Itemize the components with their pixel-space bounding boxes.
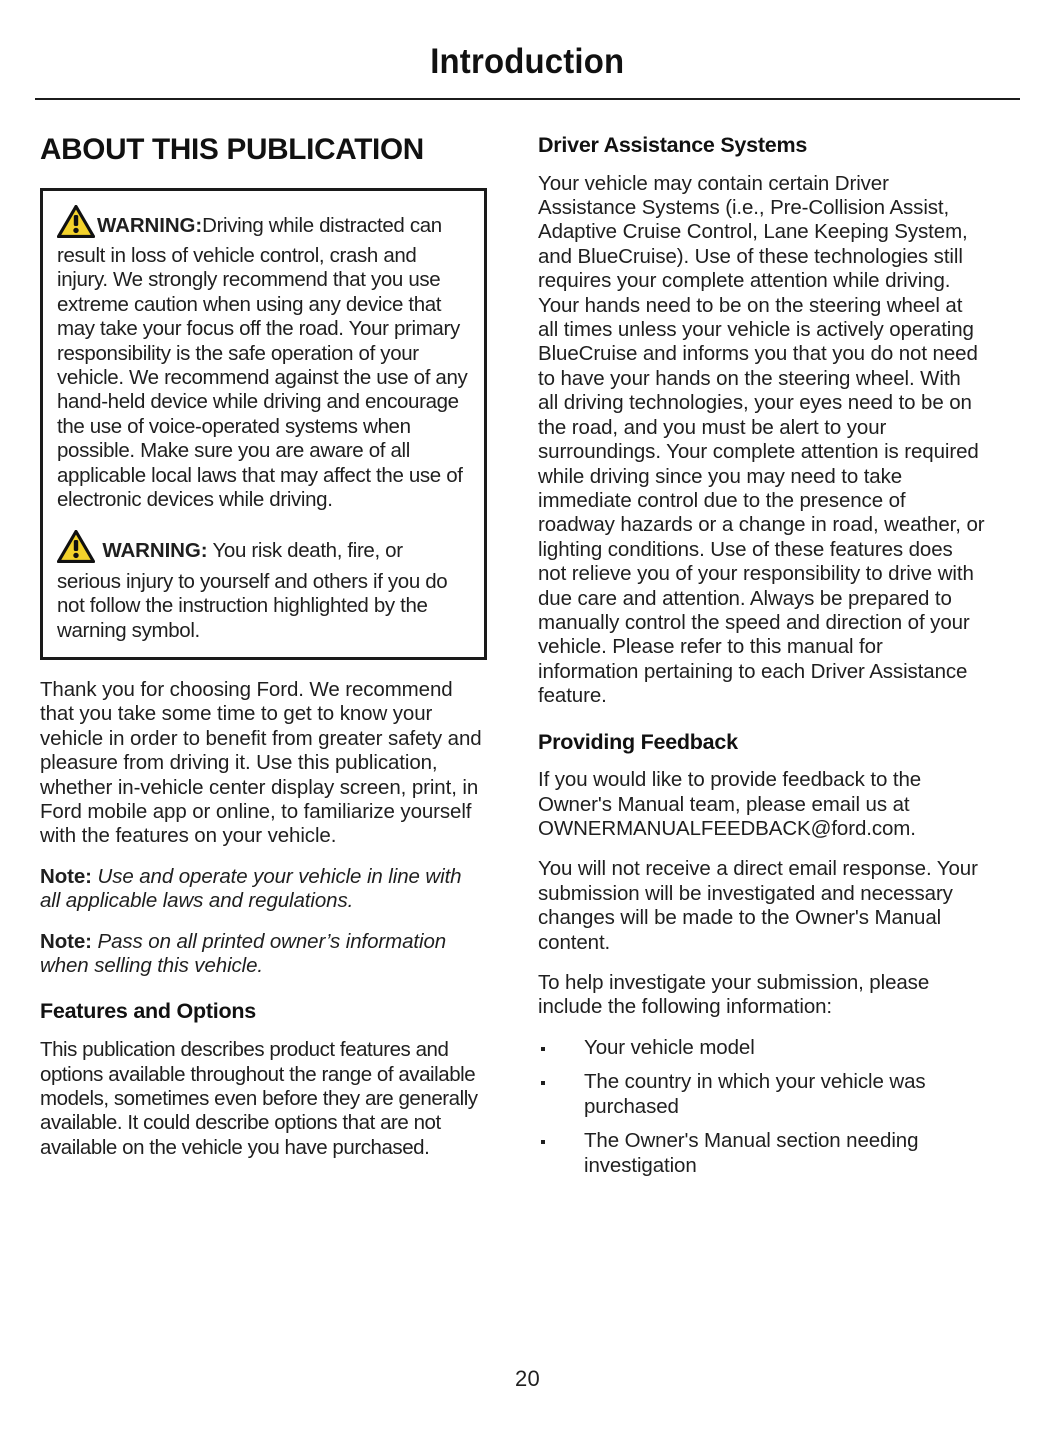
warning-triangle-icon: [57, 530, 95, 569]
right-column: [538, 134, 985, 1188]
subsection-title-features-and-options: Features and Options: [40, 999, 257, 1024]
list-item-label: The Owner's Manual section needing investigation: [584, 1129, 919, 1177]
content-columns: [40, 134, 1015, 1188]
list-item: [538, 1070, 985, 1119]
note-text-1: Use and operate your vehicle in line with all applicable laws and regulations.: [40, 864, 462, 913]
warning-box: [40, 188, 487, 661]
page-header: [35, 44, 1020, 102]
left-column: [40, 134, 487, 1188]
list-item-label: Your vehicle model: [584, 1035, 755, 1059]
feedback-paragraph-3: To help investigate your submission, please include the following information:: [538, 971, 930, 1019]
warning-item-1: [57, 205, 470, 513]
header-divider: [35, 98, 1020, 100]
section-title-about-this-publication: ABOUT THIS PUBLICATION: [40, 133, 424, 166]
warning-label-2: WARNING:: [102, 539, 208, 563]
note-label-2: Note:: [40, 929, 92, 953]
list-item-label: The country in which your vehicle was purchased: [584, 1070, 926, 1118]
feedback-info-list: [538, 1036, 985, 1178]
warning-item-2: [57, 530, 470, 643]
note-2: [40, 930, 487, 979]
driver-assistance-paragraph: Your vehicle may contain certain Driver Assistance Systems (i.e., Pre-Collision Assist, Adaptive Cruise Control, Lane Keeping System, and BlueCruise). Use of these technologies still requires your complete attention while driving. Your hands need to be on the steering wheel at all times unless your vehicle is actively operating BlueCruise and informs you that you do not need to have your hands on the steering wheel. With all driving technologies, your eyes need to be on the road, and you must be alert to your surroundings. Your complete attention is required while driving since you may need to take immediate control due to the presence of roadway hazards or a change in road, weather, or lighting conditions. Use of these features does not relieve you of your responsibility to drive with due care and attention. Always be prepared to manually control the speed and direction of your vehicle. Please refer to this manual for information pertaining to each Driver Assistance feature.: [538, 171, 985, 708]
note-text-2: Pass on all printed owner’s information when selling this vehicle.: [40, 929, 447, 978]
warning-text-2: You risk death, fire, or serious injury to yourself and others if you do not follow the instruction highlighted by the warning symbol.: [57, 539, 448, 642]
feedback-paragraph-1: If you would like to provide feedback to the Owner's Manual team, please email us at OWNERMANUALFEEDBACK@ford.com.: [538, 768, 922, 841]
bullet-dot-icon: [541, 1140, 545, 1144]
warning-text-1: Driving while distracted can result in loss of vehicle control, crash and injury. We strongly recommend that you use extreme caution when using any device that may take your focus off the road. Your primary responsibility is the safe operation of your vehicle. We recommend against the use of any hand-held device while driving and encourage the use of voice-operated systems when possible. Make sure you are aware of all applicable local laws that may affect the use of electronic devices while driving.: [57, 213, 468, 511]
note-label-1: Note:: [40, 864, 92, 888]
subsection-title-providing-feedback: Providing Feedback: [538, 729, 738, 754]
intro-paragraph: Thank you for choosing Ford. We recommend that you take some time to get to know your vehicle in order to benefit from greater safety and pleasure from driving it. Use this publication, whether in-vehicle center display screen, print, in Ford mobile app or online, to familiarize yourself with the features on your vehicle.: [40, 678, 482, 848]
bullet-dot-icon: [541, 1047, 545, 1051]
page-number: 20: [514, 1366, 541, 1391]
bullet-dot-icon: [541, 1081, 545, 1085]
list-item: [538, 1036, 985, 1060]
warning-label-1: WARNING:: [97, 213, 203, 237]
note-1: [40, 865, 487, 914]
features-paragraph: This publication describes product features and options available throughout the range of available models, sometimes even before they are generally available. It could describe options that are not available on the vehicle you have purchased.: [40, 1038, 478, 1159]
warning-triangle-icon: [57, 205, 95, 244]
page-title: Introduction: [430, 42, 625, 81]
list-item: [538, 1129, 985, 1178]
subsection-title-driver-assistance-systems: Driver Assistance Systems: [538, 133, 808, 157]
feedback-paragraph-2: You will not receive a direct email response. Your submission will be investigated and necessary changes will be made to the Owner's Manual content.: [538, 857, 978, 954]
